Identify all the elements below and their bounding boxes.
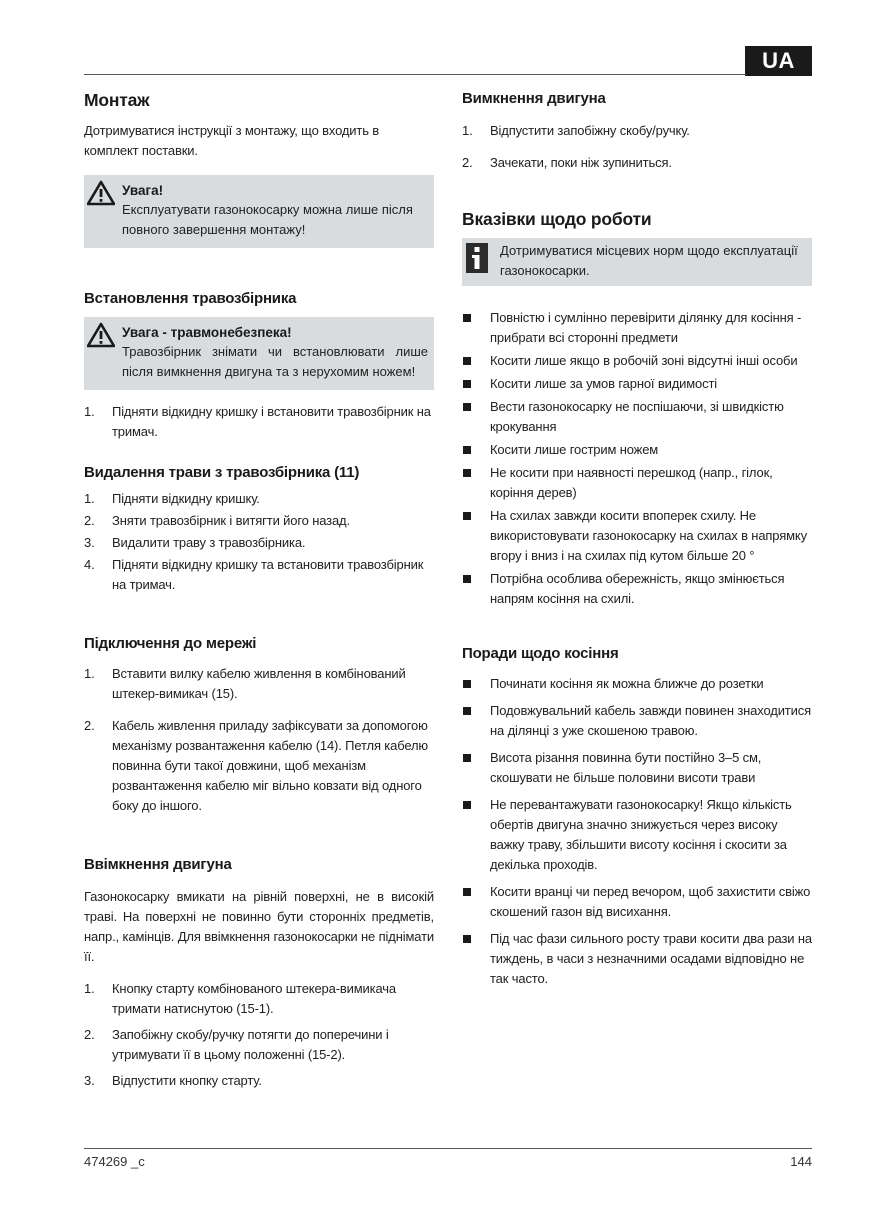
bullet-icon xyxy=(463,935,471,943)
bullet-icon xyxy=(463,575,471,583)
list-item: Подовжувальний кабель завжди повинен знаходитися на ділянці з уже скошеною травою. xyxy=(462,701,812,741)
warning-text: Експлуатувати газонокосарку можна лише після повного завершення монтажу! xyxy=(122,202,413,237)
list-item: Починати косіння як можна ближче до розетки xyxy=(462,674,812,694)
bullet-icon xyxy=(463,680,471,688)
list-item: Висота різання повинна бути постійно 3–5 см, скошувати не більше половини висоти трави xyxy=(462,748,812,788)
list-item: 1. Підняти відкидну кришку і встановити травозбірник на тримач. xyxy=(84,404,431,439)
engine-off-steps xyxy=(462,121,812,173)
section-title-work-tips: Вказівки щодо роботи xyxy=(462,209,652,229)
bullet-icon xyxy=(463,512,471,520)
section-title-remove-grass: Видалення трави з травозбірника (11) xyxy=(84,464,360,481)
section-title-engine-off: Вимкнення двигуна xyxy=(462,90,606,107)
warning-text: Травозбірник знімати чи встановлювати лише після вимкнення двигуна та з нерухомим ножем! xyxy=(122,344,428,379)
top-divider xyxy=(84,74,746,75)
section-title-mowing-tips: Поради щодо косіння xyxy=(462,645,619,662)
list-item: Під час фази сильного росту трави косити два рази на тиждень, в часи з незначними осадами відповідно не так часто. xyxy=(462,929,812,989)
connect-steps xyxy=(84,664,434,816)
warning-icon xyxy=(87,180,115,206)
list-item: Косити вранці чи перед вечором, щоб захистити свіжо скошений газон від висихання. xyxy=(462,882,812,922)
warning-title: Увага! xyxy=(122,183,164,198)
section-title-install-catcher: Встановлення травозбірника xyxy=(84,290,297,307)
list-item: 1. Вставити вилку кабелю живлення в комбінований штекер-вимикач (15). xyxy=(84,666,406,701)
install-catcher-steps xyxy=(84,402,434,442)
section-title-engine-on: Ввімкнення двигуна xyxy=(84,856,232,873)
bullet-icon xyxy=(463,357,471,365)
section-title-montazh: Монтаж xyxy=(84,90,150,110)
list-item: Не перевантажувати газонокосарку! Якщо кількість обертів двигуна значно знижується через високу важку траву, збільшити висоту косіння і скосити за декілька проходів. xyxy=(462,795,812,875)
list-item: Повністю і сумлінно перевірити ділянку для косіння - прибрати всі сторонні предмети xyxy=(462,308,812,348)
info-icon xyxy=(466,243,488,273)
list-item: Не косити при наявності перешкод (напр., гілок, коріння дерев) xyxy=(462,463,812,503)
remove-grass-steps xyxy=(84,489,434,595)
list-item: 2. Зачекати, поки ніж зупиниться. xyxy=(462,155,672,170)
list-item: 1. Відпустити запобіжну скобу/ручку. xyxy=(462,123,690,138)
document-id: 474269 _c xyxy=(84,1154,145,1169)
left-column xyxy=(84,86,434,1091)
work-tips-list xyxy=(462,308,812,609)
bullet-icon xyxy=(463,403,471,411)
bullet-icon xyxy=(463,888,471,896)
engine-on-steps xyxy=(84,979,434,1091)
bullet-icon xyxy=(463,469,471,477)
section-title-connect: Підключення до мережі xyxy=(84,635,257,652)
list-item: 2. Запобіжну скобу/ручку потягти до поперечини і утримувати її в цьому положенні (15-2). xyxy=(84,1027,389,1062)
list-item: Вести газонокосарку не поспішаючи, зі швидкістю крокування xyxy=(462,397,812,437)
list-item: 1. Кнопку старту комбінованого штекера-вимикача тримати натиснутою (15-1). xyxy=(84,981,396,1016)
bullet-icon xyxy=(463,380,471,388)
warning-box-montazh xyxy=(84,175,434,248)
list-item: 3. Відпустити кнопку старту. xyxy=(84,1073,262,1088)
bottom-divider xyxy=(84,1148,812,1149)
bullet-icon xyxy=(463,314,471,322)
warning-title: Увага - травмонебезпека! xyxy=(122,325,292,340)
bullet-icon xyxy=(463,446,471,454)
montazh-text: Дотримуватися інструкції з монтажу, що входить в комплект поставки. xyxy=(84,123,380,158)
list-item: 3. Видалити траву з травозбірника. xyxy=(84,535,306,550)
list-item: Потрібна особлива обережність, якщо змінюється напрям косіння на схилі. xyxy=(462,569,812,609)
right-column xyxy=(462,86,812,989)
list-item: 2. Зняти травозбірник і витягти його назад. xyxy=(84,513,350,528)
engine-on-text: Газонокосарку вмикати на рівній поверхні, не в високій траві. На поверхні не повинно бути сторонніх предметів, напр., камінців. Для ввімкнення газонокосарки не піднімати її. xyxy=(84,889,434,964)
bullet-icon xyxy=(463,754,471,762)
warning-box-install-catcher xyxy=(84,317,434,390)
list-item: 2. Кабель живлення приладу зафіксувати за допомогою механізму розвантаження кабелю (14). Петля кабелю повинна бути такої довжини, щоб механізм розвантаження кабелю міг вільно ковзати від одного боку до іншого. xyxy=(84,718,429,813)
page-number: 144 xyxy=(790,1154,812,1169)
info-box-work-tips xyxy=(462,238,812,286)
list-item: Косити лише якщо в робочій зоні відсутні інші особи xyxy=(462,351,812,371)
list-item: На схилах завжди косити впоперек схилу. Не використовувати газонокосарку на схилах в напрямку вгору і вниз і на схилах під кутом більше 20 ° xyxy=(462,506,812,566)
mowing-tips-list xyxy=(462,674,812,989)
list-item: Косити лише за умов гарної видимості xyxy=(462,374,812,394)
language-badge: UA xyxy=(745,46,812,76)
bullet-icon xyxy=(463,801,471,809)
bullet-icon xyxy=(463,707,471,715)
info-text: Дотримуватися місцевих норм щодо експлуатації газонокосарки. xyxy=(500,243,798,278)
list-item: Косити лише гострим ножем xyxy=(462,440,812,460)
list-item: 1. Підняти відкидну кришку. xyxy=(84,491,260,506)
list-item: 4. Підняти відкидну кришку та встановити травозбірник на тримач. xyxy=(84,557,424,592)
warning-icon xyxy=(87,322,115,348)
